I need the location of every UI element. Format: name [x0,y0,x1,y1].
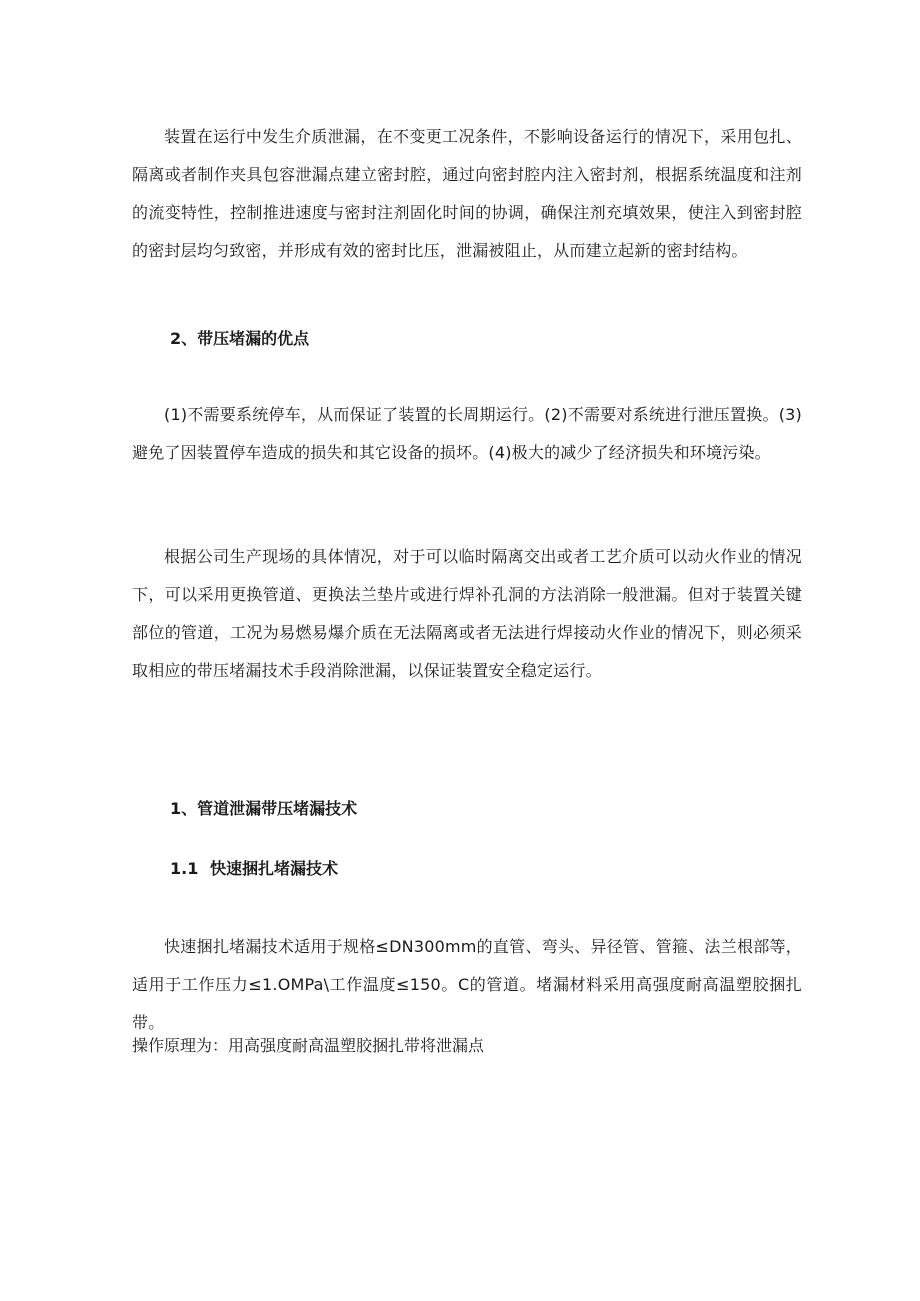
paragraph-site-conditions: 根据公司生产现场的具体情况，对于可以临时隔离交出或者工艺介质可以动火作业的情况下，可以采用更换管道、更换法兰垫片或进行焊补孔洞的方法消除一般泄漏。但对于装置关键部位的管道，工况为易燃易爆介质在无法隔离或者无法进行焊接动火作业的情况下，则必须采取相应的带压堵漏技术手段消除泄漏，以保证装置安全稳定运行。 [132,547,802,680]
heading-pipeline-technique [170,797,357,821]
heading-pipeline-number: 1、 [170,799,198,818]
paragraph-advantages: (1)不需要系统停车，从而保证了装置的长周期运行。(2)不需要对系统进行泄压置换。(3)避免了因装置停车造成的损失和其它设备的损坏。(4)极大的减少了经济损失和环境污染。 [132,405,802,462]
heading-advantages [170,327,309,351]
heading-pipeline-text: 管道泄漏带压堵漏技术 [197,799,358,818]
paragraph-quick-binding: 快速捆扎堵漏技术适用于规格≤DN300mm的直管、弯头、异径管、管箍、法兰根部等，适用于工作压力≤1.OMPa\工作温度≤150。C的管道。堵漏材料采用高强度耐高温塑胶捆扎带。 [132,937,802,1032]
paragraph-principle: 装置在运行中发生介质泄漏，在不变更工况条件，不影响设备运行的情况下，采用包扎、隔离或者制作夹具包容泄漏点建立密封腔，通过向密封腔内注入密封剂，根据系统温度和注剂的流变特性，控制推进速度与密封注剂固化时间的协调，确保注剂充填效果，使注入到密封腔的密封层均匀致密，并形成有效的密封比压，泄漏被阻止，从而建立起新的密封结构。 [132,127,802,260]
heading-advantages-number: 2、 [170,329,198,348]
heading-quick-binding-text: 快速捆扎堵漏技术 [210,859,339,878]
heading-quick-binding [170,857,338,881]
paragraph-operation-principle: 操作原理为：用高强度耐高温塑胶捆扎带将泄漏点 [132,1036,485,1055]
heading-quick-binding-number: 1.1 [170,859,199,878]
heading-advantages-text: 带压堵漏的优点 [197,329,310,348]
